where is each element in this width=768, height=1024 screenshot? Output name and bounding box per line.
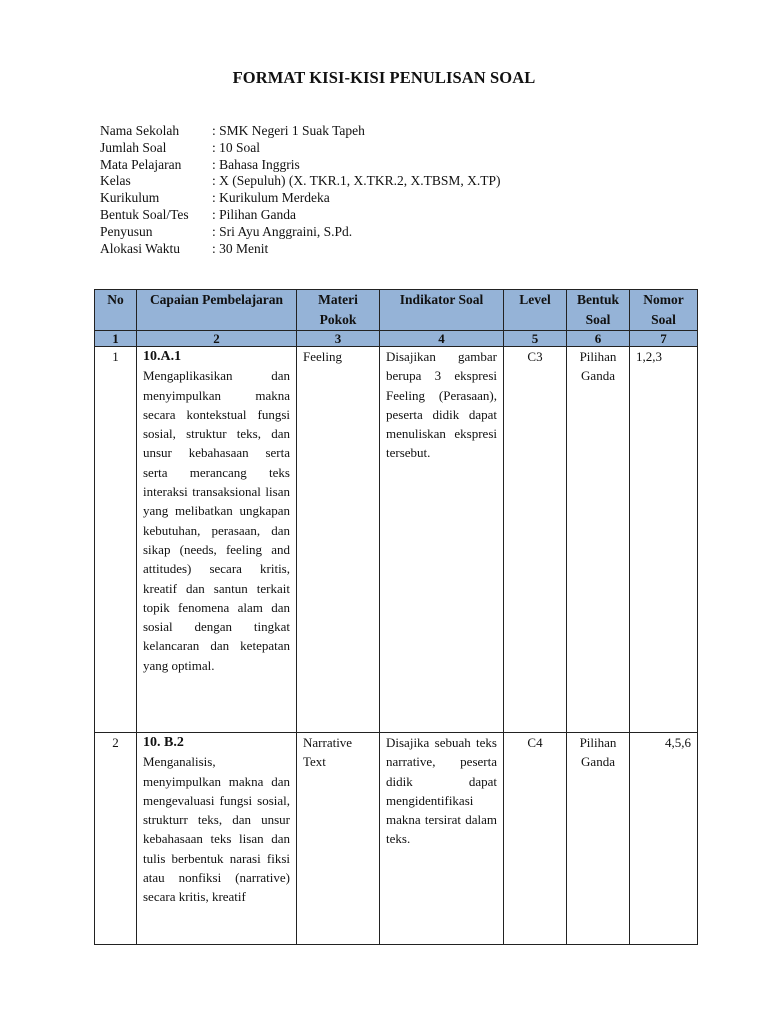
header-nomor: Nomor Soal xyxy=(630,290,698,331)
info-row-bentuk-soal xyxy=(100,207,501,224)
header-no: No xyxy=(95,290,137,331)
bentuk-cell: Pilihan Ganda xyxy=(567,347,630,733)
row-number: 2 xyxy=(95,733,137,945)
info-label: Nama Sekolah xyxy=(100,123,180,138)
info-row-kurikulum xyxy=(100,190,501,207)
column-number: 7 xyxy=(630,331,698,347)
capaian-code: 10. B.2 xyxy=(143,735,184,750)
info-row-penyusun xyxy=(100,224,501,241)
materi-cell: Feeling xyxy=(297,347,380,733)
info-value: : 30 Menit xyxy=(212,240,269,256)
info-value: : Pilihan Ganda xyxy=(212,206,296,222)
capaian-cell xyxy=(137,733,297,945)
info-label: Mata Pelajaran xyxy=(100,156,182,172)
capaian-text: Menganalisis, menyimpulkan makna dan mengevaluasi fungsi sosial, strukturr teks, dan unsur kebahasaan teks lisan dan tulis berbentuk narasi fiksi atau nonfiksi (narrative) secara kritis, kreatif xyxy=(143,754,290,905)
row-number: 1 xyxy=(95,347,137,733)
info-value: : Bahasa Inggris xyxy=(212,156,300,172)
info-row-alokasi-waktu xyxy=(100,241,501,258)
capaian-code: 10.A.1 xyxy=(143,349,182,364)
document-title: FORMAT KISI-KISI PENULISAN SOAL xyxy=(232,68,536,87)
info-row-kelas xyxy=(100,173,501,190)
info-block xyxy=(100,123,501,257)
header-materi: Materi Pokok xyxy=(297,290,380,331)
info-row-jumlah-soal xyxy=(100,140,501,157)
bentuk-cell: Pilihan Ganda xyxy=(567,733,630,945)
info-label: Kurikulum xyxy=(100,190,160,206)
header-indikator: Indikator Soal xyxy=(380,290,504,331)
column-number: 2 xyxy=(137,331,297,347)
info-row-mata-pelajaran xyxy=(100,157,501,174)
info-value: : SMK Negeri 1 Suak Tapeh xyxy=(212,123,365,138)
capaian-cell xyxy=(137,347,297,733)
indikator-cell: Disajikan gambar berupa 3 ekspresi Feeling (Perasaan), peserta didik dapat menuliskan ekspresi tersebut. xyxy=(380,347,504,733)
column-number-row xyxy=(95,331,698,347)
info-label: Jumlah Soal xyxy=(100,139,167,155)
info-value: : 10 Soal xyxy=(212,139,261,155)
capaian-text: Mengaplikasikan dan menyimpulkan makna secara kontekstual fungsi sosial, struktur teks, dan unsur kebahasaan serta serta merancang teks interaksi transaksional lisan yang melibatkan ungkapan kebutuhan, perasaan, dan sikap (needs, feeling and attitudes) secara kritis, kreatif dan santun terkait topik fenomena alam dan sosial dengan tingkat kelancaran dan ketepatan yang optimal. xyxy=(143,368,290,673)
level-cell: C4 xyxy=(504,733,567,945)
column-number: 4 xyxy=(380,331,504,347)
info-label: Kelas xyxy=(100,173,131,189)
info-label: Penyusun xyxy=(100,223,153,239)
info-value: : X (Sepuluh) (X. TKR.1, X.TKR.2, X.TBSM, X.TP) xyxy=(212,173,501,189)
info-value: : Sri Ayu Anggraini, S.Pd. xyxy=(212,223,353,239)
info-row-nama-sekolah xyxy=(100,123,501,140)
column-number: 5 xyxy=(504,331,567,347)
table-row xyxy=(95,347,698,733)
kisi-kisi-table xyxy=(94,289,698,945)
table-row xyxy=(95,733,698,945)
table-header-row xyxy=(95,290,698,331)
column-number: 6 xyxy=(567,331,630,347)
header-capaian: Capaian Pembelajaran xyxy=(137,290,297,331)
info-label: Alokasi Waktu xyxy=(100,240,181,256)
info-value: : Kurikulum Merdeka xyxy=(212,190,330,206)
nomor-cell: 1,2,3 xyxy=(630,347,698,733)
nomor-cell: 4,5,6 xyxy=(630,733,698,945)
column-number: 1 xyxy=(95,331,137,347)
indikator-cell: Disajika sebuah teks narrative, peserta didik dapat mengidentifikasi makna tersirat dalam teks. xyxy=(380,733,504,945)
header-level: Level xyxy=(504,290,567,331)
header-bentuk: Bentuk Soal xyxy=(567,290,630,331)
level-cell: C3 xyxy=(504,347,567,733)
info-label: Bentuk Soal/Tes xyxy=(100,206,189,222)
materi-cell: Narrative Text xyxy=(297,733,380,945)
column-number: 3 xyxy=(297,331,380,347)
